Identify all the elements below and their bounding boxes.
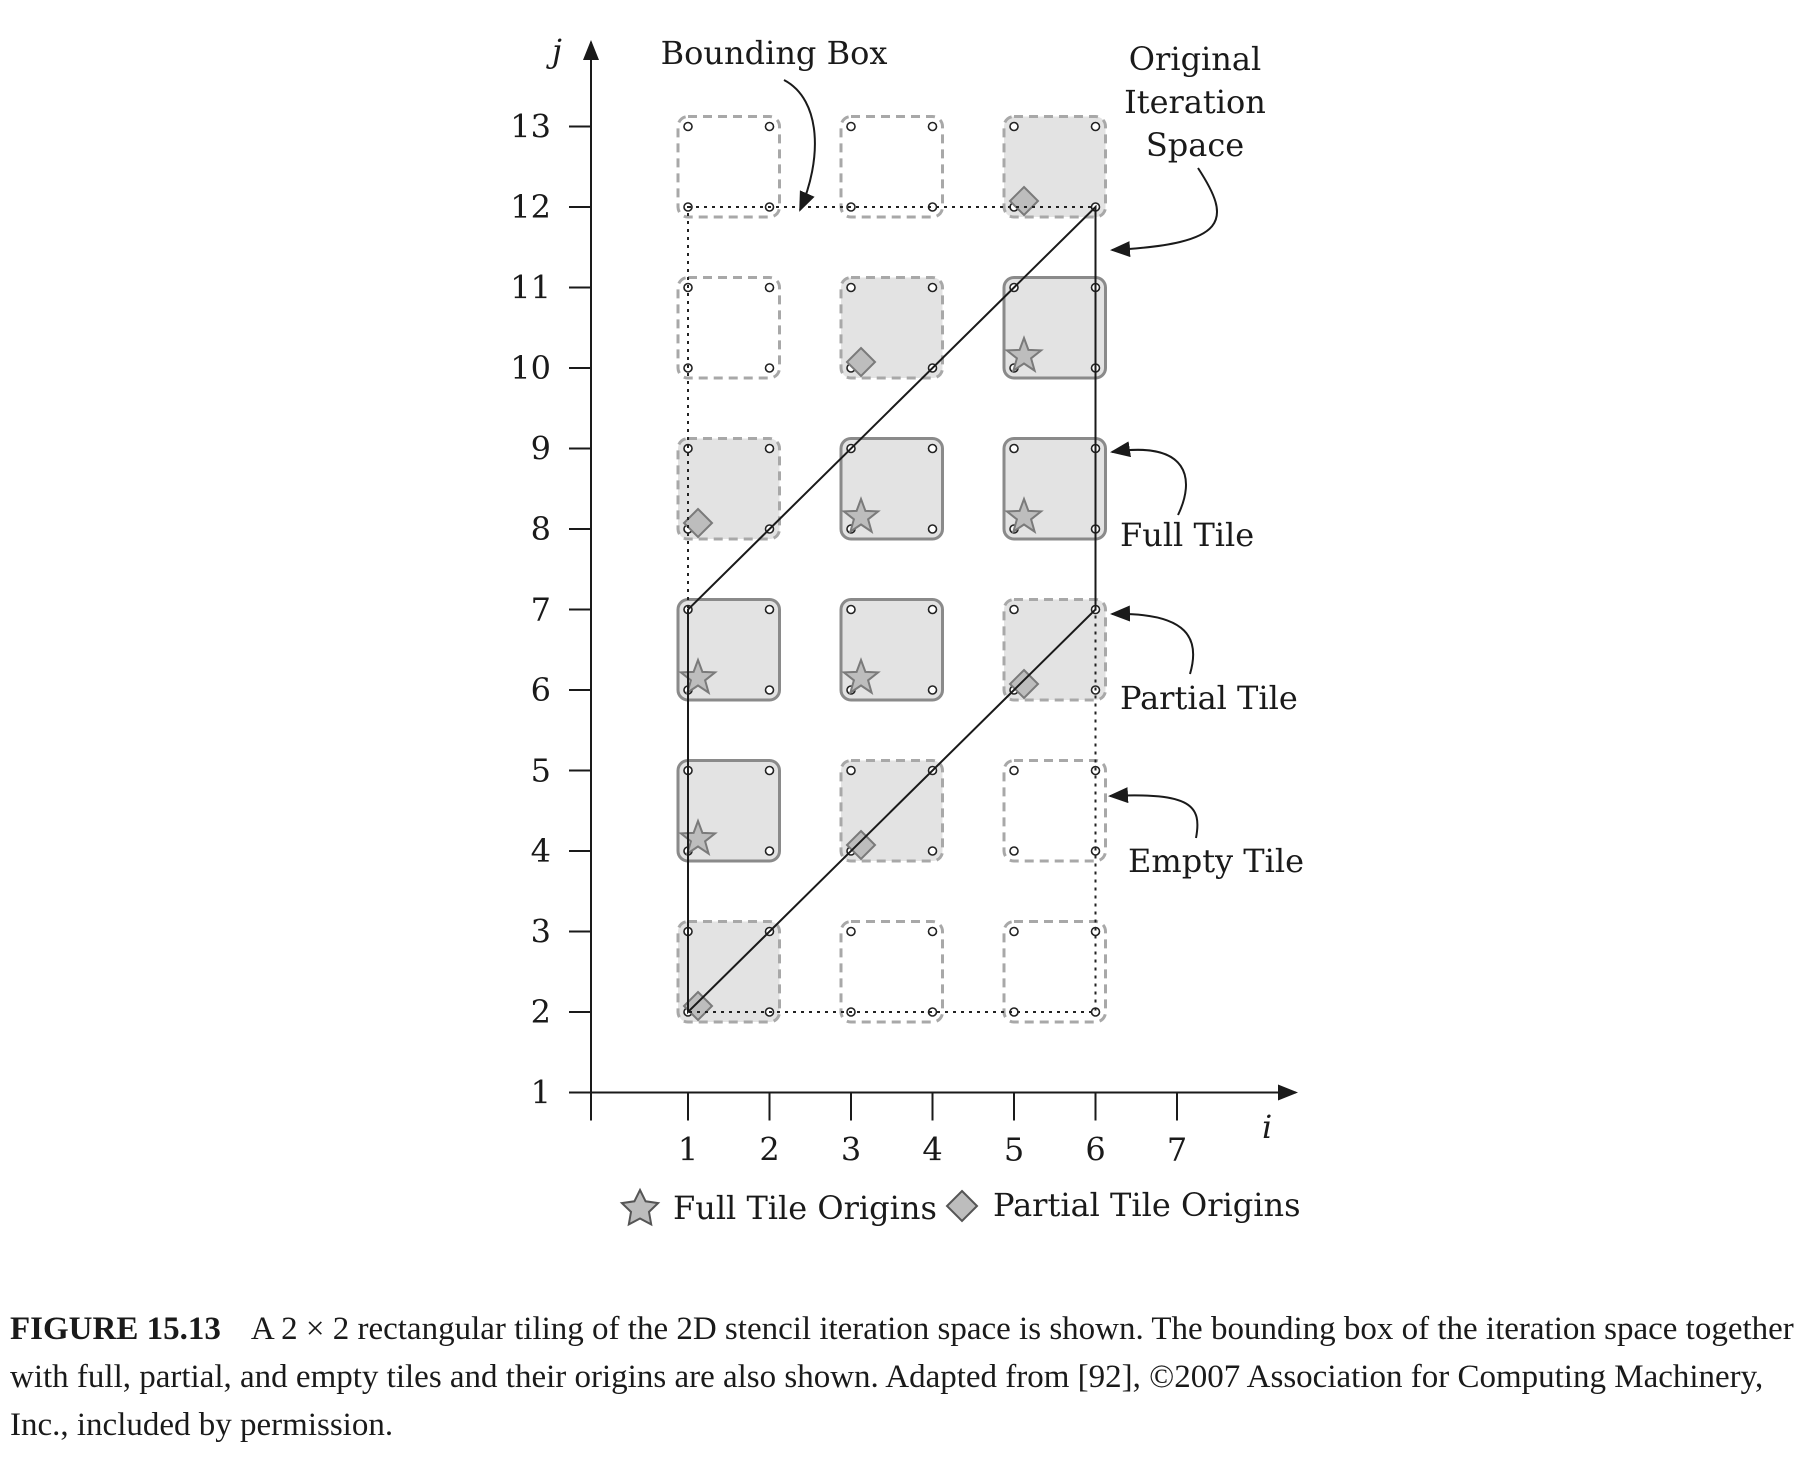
iteration-point [929,525,937,533]
full-tile-label: Full Tile [1120,516,1255,554]
iteration-point [1010,767,1018,775]
original-space-pointer [1112,168,1217,250]
tile-full [1004,439,1106,540]
legend-partial-origins: Partial Tile Origins [993,1186,1301,1224]
tile-frame [1004,761,1106,862]
empty-tile-label: Empty Tile [1128,842,1305,880]
tile-empty [678,117,780,218]
iteration-point [847,767,855,775]
axis-i-label: i [1262,1108,1273,1146]
i-tick-label: 4 [922,1130,943,1169]
tile-frame [841,117,943,218]
tile-full [1004,278,1106,379]
i-tick-label: 1 [677,1130,699,1169]
j-tick-label: 10 [510,349,551,387]
iteration-point [1010,847,1018,855]
tiles-layer [678,117,1106,1023]
iteration-point [929,606,937,614]
tile-empty [841,117,943,218]
tile-full [678,761,780,862]
i-tick-label: 2 [759,1130,780,1169]
iteration-point [929,284,937,292]
tile-full [841,600,943,701]
partial-tile-label: Partial Tile [1120,679,1298,717]
iteration-point [684,123,692,131]
iteration-point [847,928,855,936]
iteration-point [929,123,937,131]
j-tick-label: 13 [510,107,551,146]
tile-empty [841,922,943,1023]
iteration-point [766,123,774,131]
i-tick-label: 6 [1085,1130,1106,1169]
original-space-label-2: Iteration [1124,83,1266,121]
j-tick-label: 6 [530,671,551,709]
iteration-point [1010,123,1018,131]
j-tick-label: 11 [510,268,551,307]
j-tick-label: 1 [530,1073,551,1112]
iteration-point [766,606,774,614]
original-space-label-1: Original [1128,40,1262,78]
j-tick-label: 7 [530,590,551,629]
legend-full-origins: Full Tile Origins [673,1189,937,1227]
legend-diamond-icon [947,1191,977,1221]
tile-frame [841,922,943,1023]
i-tick-label: 7 [1166,1130,1188,1169]
tile-frame [678,278,780,379]
iteration-point [1010,928,1018,936]
figure-caption [10,1305,1800,1449]
j-tick-label: 12 [510,188,551,226]
bounding-box-pointer [784,80,815,210]
tile-full [678,600,780,701]
tile-partial [678,439,780,540]
axis-j-label: j [552,32,562,70]
j-tick-label: 4 [530,832,551,870]
original-space-label-3: Space [1145,126,1245,164]
figure-number: FIGURE 15.13 [10,1311,221,1347]
iteration-point [766,686,774,694]
iteration-point [766,364,774,372]
j-tick-label: 3 [530,912,551,951]
tile-full [841,439,943,540]
tile-empty [1004,922,1106,1023]
iteration-point [929,847,937,855]
j-tick-label: 2 [530,993,551,1031]
partial-tile-pointer [1112,614,1193,674]
iteration-point [847,123,855,131]
i-tick-label: 3 [840,1130,862,1169]
j-tick-label: 9 [530,429,551,468]
tile-empty [1004,761,1106,862]
i-tick-label: 5 [1003,1130,1025,1169]
j-tick-label: 5 [530,751,551,790]
iteration-point [929,928,937,936]
tile-partial [841,278,943,379]
caption-text: A 2 × 2 rectangular tiling of the 2D stencil iteration space is shown. The bounding box of the iteration space together with full, partial, and empty tiles and their origins are also shown. Adapted from [92], ©2007 Association for Computing Machinery, Inc., included by permission. [10,1311,1794,1443]
iteration-point [766,445,774,453]
tile-empty [678,278,780,379]
iteration-point [847,606,855,614]
tile-frame [678,117,780,218]
full-tile-pointer [1112,450,1186,515]
iteration-point [1010,445,1018,453]
empty-tile-pointer [1110,795,1197,838]
tile-partial [1004,117,1106,218]
legend [622,1186,1301,1227]
bounding-box-label: Bounding Box [660,34,888,72]
legend-star-icon [622,1190,658,1224]
iteration-point [766,767,774,775]
iteration-point [766,284,774,292]
iteration-point [929,445,937,453]
j-tick-label: 8 [530,510,551,548]
tile-frame [1004,922,1106,1023]
iteration-point [1010,606,1018,614]
iteration-point [929,686,937,694]
iteration-point [766,847,774,855]
iteration-point [1092,123,1100,131]
iteration-point [847,284,855,292]
